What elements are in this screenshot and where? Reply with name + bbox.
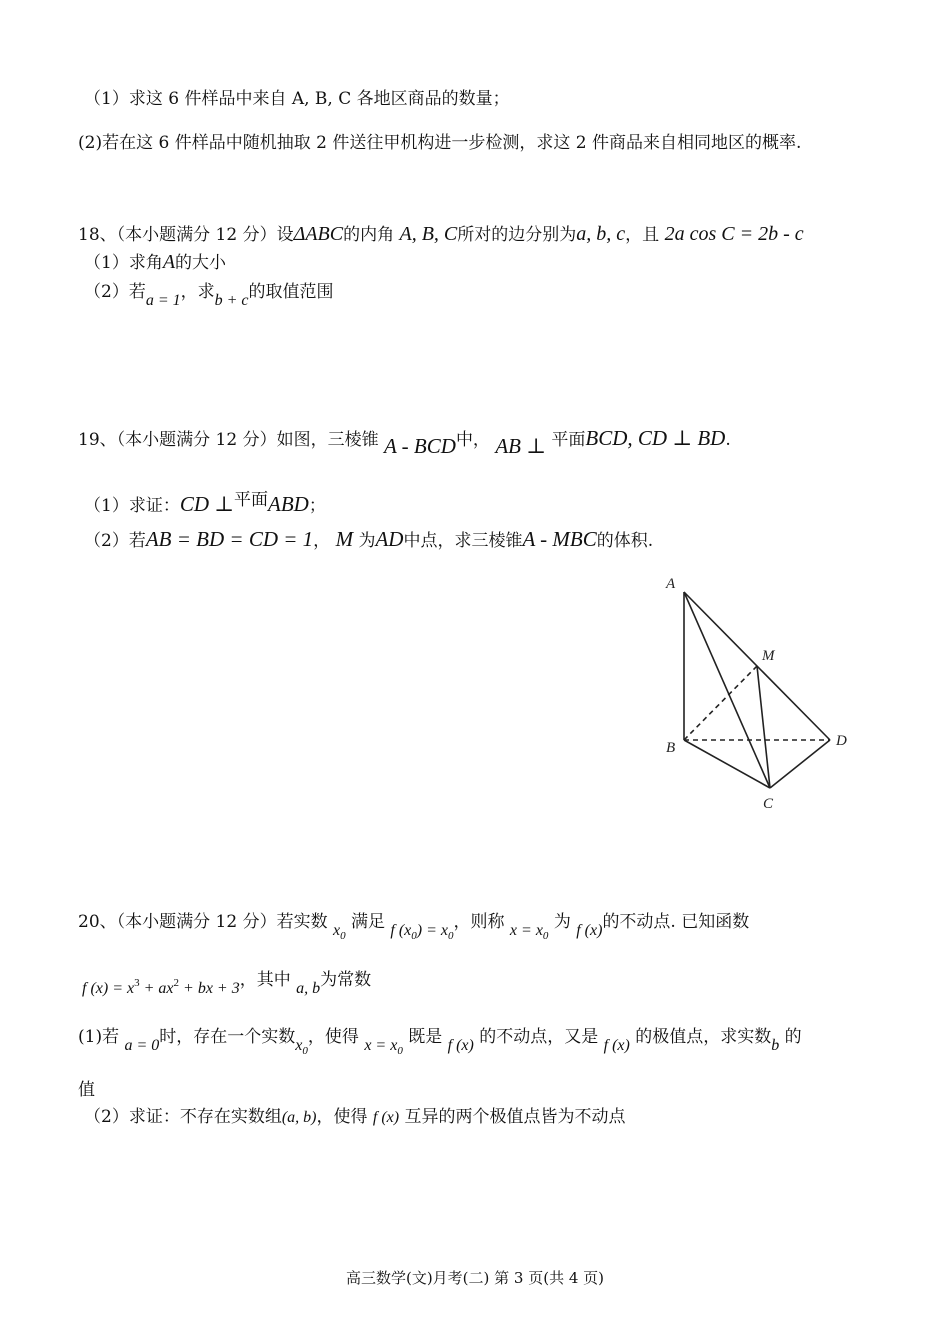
q17-part2: (2)若在这 6 件样品中随机抽取 2 件送往甲机构进一步检测，求这 2 件商品来自相同地区的概率. xyxy=(78,133,802,153)
q18-p2-mid: ，求 xyxy=(180,282,215,302)
q20-p1-pre: (1)若 xyxy=(78,1027,120,1047)
q18-equation: 2a cos C = 2b - c xyxy=(664,223,804,245)
q20-t5: ，其中 xyxy=(239,970,291,990)
q20-p1-b: b xyxy=(771,1037,780,1054)
q18-p2-post: 的取值范围 xyxy=(248,282,334,302)
q18-p2-cond: a = 1 xyxy=(145,292,181,309)
q20-t3: 为 xyxy=(553,912,571,932)
q20-xeq-text: x = x xyxy=(509,922,543,939)
q17-part1: （1）求这 6 件样品中来自 A, B, C 各地区商品的数量； xyxy=(84,89,510,109)
q18-text2: 所对的边分别为 xyxy=(457,225,577,245)
q20-p2-fx: f (x) xyxy=(372,1109,400,1126)
q18-sides: a, b, c xyxy=(576,223,626,245)
q19-zh1: 中， xyxy=(455,430,490,450)
q18-text1: 的内角 xyxy=(343,225,395,245)
label-d: D xyxy=(836,733,847,749)
q19-intro: 19、（本小题满分 12 分）如图，三棱锥 xyxy=(78,430,379,450)
label-a: A xyxy=(666,576,676,592)
pyramid-figure xyxy=(652,572,868,812)
q20-xeq xyxy=(509,922,549,942)
q20-fx0: f (x xyxy=(390,922,412,939)
q20-p1-t2: ，使得 xyxy=(307,1027,359,1047)
q20-p1-xeq-sub: 0 xyxy=(397,1045,403,1057)
q20-p1-x0-sub: 0 xyxy=(302,1045,308,1057)
q19-p1-pre: （1）求证： xyxy=(84,496,180,516)
page-footer: 高三数学(文)月考(二) 第 3 页(共 4 页) xyxy=(345,1269,605,1287)
q20-p1-t6: 的 xyxy=(784,1027,802,1047)
q18-p1-post: 的大小 xyxy=(175,253,227,273)
q19-pyramid: A - BCD xyxy=(383,434,456,458)
q20-fx0-rest-sub: 0 xyxy=(448,930,454,942)
q20-p1-fx1: f (x) xyxy=(447,1037,474,1054)
q20-p2-pre: （2）求证：不存在实数组 xyxy=(84,1107,282,1127)
q19-p2-eq: AB = BD = CD = 1 xyxy=(145,527,314,551)
q20-stem-line1 xyxy=(78,910,749,948)
q18-stem xyxy=(78,222,804,247)
q20-p2-pair: (a, b) xyxy=(281,1109,317,1126)
q20-exp3: 3 xyxy=(134,977,140,989)
edge-bc xyxy=(684,740,770,788)
q20-func-c: + bx + 3 xyxy=(179,980,240,997)
q20-fx0-sub: 0 xyxy=(411,930,417,942)
q20-function xyxy=(82,977,240,997)
label-b: B xyxy=(666,740,676,756)
q20-func-a: f (x) = x xyxy=(82,980,135,997)
q20-x0: x xyxy=(332,922,341,939)
q18-part2 xyxy=(84,280,334,313)
q20-p1-t1: 时，存在一个实数 xyxy=(159,1027,296,1047)
q18-angles: A, B, C xyxy=(399,223,458,245)
q20-p1-cond: a = 0 xyxy=(124,1037,160,1054)
q20-fx0-eq xyxy=(390,922,454,942)
q18-p2-pre: （2）若 xyxy=(84,282,146,302)
q20-intro: 20、（本小题满分 12 分）若实数 xyxy=(78,912,328,932)
q20-p1-x0: x xyxy=(295,1037,303,1054)
q19-p2-pyramid: A - MBC xyxy=(522,527,597,551)
q20-p2-t1: ，使得 xyxy=(316,1107,368,1127)
q19-stem xyxy=(78,426,731,458)
label-c: C xyxy=(763,796,774,812)
q18-part1 xyxy=(84,250,226,275)
q19-p1-cd: CD ⊥ xyxy=(179,492,234,516)
q19-plane: 平面 xyxy=(551,430,586,450)
q20-ab: a, b xyxy=(296,980,321,997)
q20-fx: f (x) xyxy=(576,922,603,939)
q19-p2-ad: AD xyxy=(375,527,404,551)
q19-dot: . xyxy=(725,430,731,450)
q20-p1-fx2: f (x) xyxy=(603,1037,630,1054)
label-m: M xyxy=(762,648,775,664)
q18-p1-pre: （1）求角 xyxy=(84,253,163,273)
edge-cd xyxy=(770,740,830,788)
q19-p1-abd: ABD xyxy=(268,492,309,516)
q20-stem-line2 xyxy=(82,968,371,1001)
q18-text3: ，且 xyxy=(625,225,660,245)
q20-t2: ，则称 xyxy=(453,912,505,932)
q18-intro: 18、（本小题满分 12 分）设 xyxy=(78,225,294,245)
q20-xeq-sub: 0 xyxy=(542,930,549,942)
q20-p1-t4: 的不动点，又是 xyxy=(479,1027,599,1047)
q19-p2-mid: 中点，求三棱锥 xyxy=(403,531,523,551)
q20-part2 xyxy=(84,1105,626,1130)
q20-exp2: 2 xyxy=(173,977,180,989)
q20-t1: 满足 xyxy=(351,912,385,932)
q20-p2-post: 互异的两个极值点皆为不动点 xyxy=(404,1107,626,1127)
q19-p2-post: 的体积. xyxy=(596,531,654,551)
q18-triangle: ΔABC xyxy=(293,223,344,245)
q19-p2-m: M xyxy=(335,527,354,551)
q20-part1-cont: 值 xyxy=(78,1080,95,1100)
q20-p1-t3: 既是 xyxy=(408,1027,443,1047)
q19-ab-perp: AB ⊥ xyxy=(495,434,546,458)
edge-mc xyxy=(757,666,770,788)
q19-p1-post: ； xyxy=(308,496,326,516)
q19-p1-plane: 平面 xyxy=(234,490,268,510)
q18-p1-var: A xyxy=(162,251,176,273)
q20-x0-sub: 0 xyxy=(340,930,346,942)
q20-t4: 的不动点. 已知函数 xyxy=(602,912,750,932)
q19-part1 xyxy=(84,488,326,518)
q20-func-b: + ax xyxy=(139,980,174,997)
q20-part1 xyxy=(78,1025,802,1063)
q20-t6: 为常数 xyxy=(320,970,372,990)
q20-p1-xeq: x = x xyxy=(364,1037,398,1054)
q18-p2-expr: b + c xyxy=(214,292,249,309)
q20-p1-t5: 的极值点，求实数 xyxy=(635,1027,772,1047)
q19-part2 xyxy=(84,527,653,553)
q19-condition: BCD, CD ⊥ BD xyxy=(585,426,726,450)
q20-fx0-rest: ) = x xyxy=(416,922,449,939)
edge-ac xyxy=(684,592,770,788)
q19-p2-wei: 为 xyxy=(358,531,376,551)
q19-p2-c1: ， xyxy=(313,531,331,551)
q19-p2-pre: （2）若 xyxy=(84,531,146,551)
